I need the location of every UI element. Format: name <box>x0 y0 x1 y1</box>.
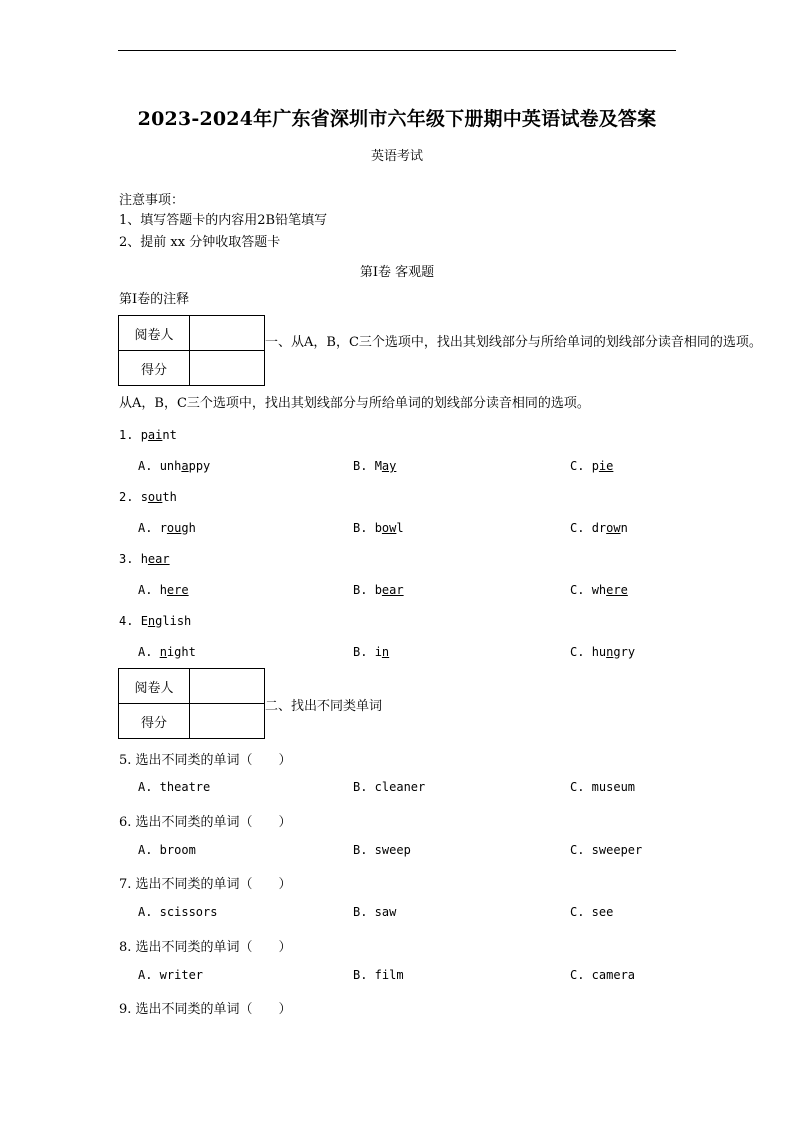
grader-label: 阅卷人 <box>119 316 190 351</box>
underlined-part: ou <box>147 490 163 504</box>
question-word: south <box>140 490 177 504</box>
option-c: C. sweeper <box>570 843 643 857</box>
question-stem: 9. 选出不同类的单词（ ） <box>119 1002 292 1017</box>
option-c: C. where <box>570 583 628 597</box>
option-c: C. see <box>570 905 614 919</box>
section-1-instruction: 从A，B，C三个选项中，找出其划线部分与所给单词的划线部分读音相同的选项。 <box>119 396 590 411</box>
score-table-2 <box>118 668 265 739</box>
header-rule <box>118 50 676 51</box>
option-b: B. saw <box>353 905 397 919</box>
score-label: 得分 <box>119 351 190 386</box>
question-stem: 1. paint <box>119 428 177 442</box>
option-a: A. theatre <box>138 780 211 794</box>
question-word: English <box>140 614 192 628</box>
score-cell <box>190 351 265 386</box>
underlined-part: ay <box>381 459 397 473</box>
question-stem: 7. 选出不同类的单词（ ） <box>119 877 292 892</box>
option-b: B. cleaner <box>353 780 426 794</box>
option-word: drown <box>591 521 628 535</box>
grader-label: 阅卷人 <box>119 669 190 704</box>
underlined-part: ow <box>606 521 621 535</box>
option-c: C. drown <box>570 521 628 535</box>
option-a: A. unhappy <box>138 459 211 473</box>
underlined-part: n <box>606 645 614 659</box>
option-b: B. film <box>353 968 404 982</box>
option-c: C. museum <box>570 780 636 794</box>
option-a: A. here <box>138 583 189 597</box>
notes-item-2: 2、提前 xx 分钟收取答题卡 <box>119 235 281 250</box>
underlined-part: ou <box>166 521 182 535</box>
underlined-part: ear <box>381 583 404 597</box>
notes-item-1: 1、填写答题卡的内容用2B铅笔填写 <box>119 213 328 228</box>
underlined-part: ere <box>606 583 628 597</box>
question-stem: 5. 选出不同类的单词（ ） <box>119 753 292 768</box>
option-b: B. bowl <box>353 521 404 535</box>
underlined-part: ai <box>147 428 163 442</box>
part-title: 第Ⅰ卷 客观题 <box>359 265 435 280</box>
option-a: A. writer <box>138 968 204 982</box>
option-word: where <box>591 583 628 597</box>
question-stem: 3. hear <box>119 552 170 566</box>
option-b: B. sweep <box>353 843 411 857</box>
question-stem: 8. 选出不同类的单词（ ） <box>119 940 292 955</box>
option-word: night <box>159 645 196 659</box>
underlined-part: ie <box>598 459 614 473</box>
underlined-part: n <box>381 645 390 659</box>
option-word: hungry <box>591 645 636 659</box>
score-table-1 <box>118 315 265 386</box>
question-word: hear <box>140 552 170 566</box>
underlined-part: ow <box>381 521 397 535</box>
score-label: 得分 <box>119 704 190 739</box>
option-a: A. broom <box>138 843 196 857</box>
option-word: unhappy <box>159 459 211 473</box>
option-word: May <box>374 459 397 473</box>
score-cell <box>190 704 265 739</box>
underlined-part: n <box>147 614 156 628</box>
underlined-part: ear <box>147 552 170 566</box>
option-c: C. pie <box>570 459 614 473</box>
question-stem: 4. English <box>119 614 192 628</box>
underlined-part: a <box>181 459 189 473</box>
grader-cell <box>190 316 265 351</box>
section-1-title: 一、从A，B，C三个选项中，找出其划线部分与所给单词的划线部分读音相同的选项。 <box>265 335 762 350</box>
option-word: bowl <box>374 521 404 535</box>
question-word: paint <box>140 428 177 442</box>
option-word: in <box>374 645 390 659</box>
option-b: B. May <box>353 459 397 473</box>
option-b: B. bear <box>353 583 404 597</box>
option-c: C. camera <box>570 968 636 982</box>
underlined-part: ere <box>166 583 189 597</box>
option-word: pie <box>591 459 614 473</box>
option-word: bear <box>374 583 404 597</box>
part-comment: 第Ⅰ卷的注释 <box>119 292 190 307</box>
underlined-part: n <box>159 645 167 659</box>
option-word: here <box>159 583 189 597</box>
option-c: C. hungry <box>570 645 636 659</box>
option-b: B. in <box>353 645 390 659</box>
question-stem: 6. 选出不同类的单词（ ） <box>119 815 292 830</box>
section-2-title: 二、找出不同类单词 <box>265 699 383 714</box>
page-subtitle: 英语考试 <box>370 149 423 164</box>
option-a: A. rough <box>138 521 196 535</box>
page-title: 2023-2024年广东省深圳市六年级下册期中英语试卷及答案 <box>137 108 657 130</box>
notes-heading: 注意事项： <box>119 193 185 208</box>
option-a: A. night <box>138 645 196 659</box>
grader-cell <box>190 669 265 704</box>
option-word: rough <box>159 521 196 535</box>
option-a: A. scissors <box>138 905 218 919</box>
question-stem: 2. south <box>119 490 177 504</box>
